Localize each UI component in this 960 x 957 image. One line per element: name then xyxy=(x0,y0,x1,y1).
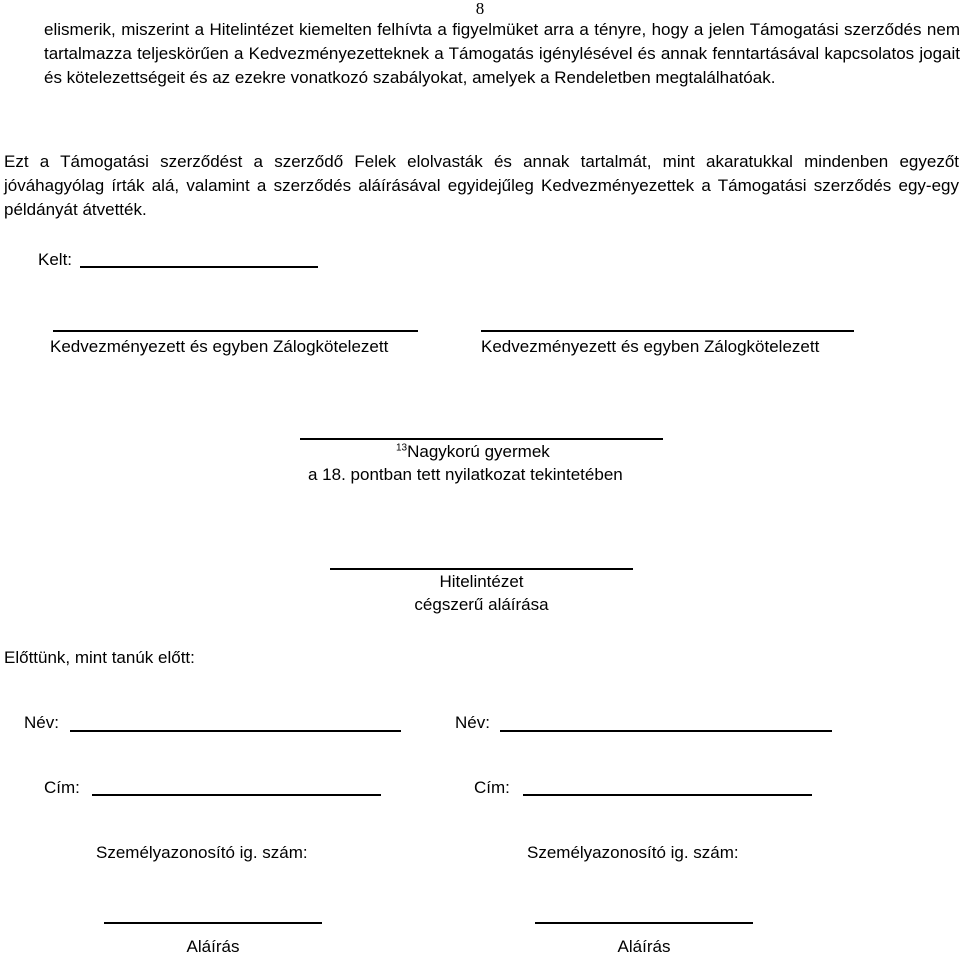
witness-1-signature-label: Aláírás xyxy=(186,937,240,956)
witness-1-name-label: Név: xyxy=(24,713,59,732)
witness-1-name-line[interactable] xyxy=(70,730,401,732)
witness-2-signature-label: Aláírás xyxy=(617,937,671,956)
bank-signature-caption: cégszerű aláírása xyxy=(414,595,549,614)
left-beneficiary-label: Kedvezményezett és egyben Zálogkötelezett xyxy=(50,337,389,356)
footnote-marker: 13 xyxy=(396,442,408,454)
witness-1-id-label: Személyazonosító ig. szám: xyxy=(96,843,308,862)
paragraph-signing-statement: Ezt a Támogatási szerződést a szerződő Felek elolvasták és annak tartalmát, mint akaratukkal mindenben egyezőt jóváhagyólag írták alá, valamint a szerződés aláírásával egyidejűleg Kedvezményezettek a Támogatási szerződés egy-egy példányát átvették. xyxy=(4,152,959,219)
kelt-date-line[interactable] xyxy=(80,266,318,268)
adult-child-label xyxy=(396,442,550,462)
right-beneficiary-label: Kedvezményezett és egyben Zálogkötelezett xyxy=(481,337,820,356)
bank-label: Hitelintézet xyxy=(439,572,524,591)
witness-1-signature-line[interactable] xyxy=(104,922,322,924)
witness-2-address-label: Cím: xyxy=(474,778,510,797)
left-beneficiary-signature-line[interactable] xyxy=(53,330,418,332)
page-number: 8 xyxy=(475,0,485,18)
paragraph-acknowledgement: elismerik, miszerint a Hitelintézet kiemelten felhívta a figyelmüket arra a tényre, hogy a jelen Támogatási szerződés nem tartalmazza teljeskörűen a Kedvezményezetteknek a Támogatás igénylésével és annak fenntartásával kapcsolatos jogait és kötelezettségeit és az ezekre vonatkozó szabályokat, amelyek a Rendeletben megtalálhatóak. xyxy=(44,20,960,87)
witness-2-name-label: Név: xyxy=(455,713,490,732)
adult-child-signature-line[interactable] xyxy=(300,438,663,440)
witnesses-heading: Előttünk, mint tanúk előtt: xyxy=(4,648,195,667)
adult-child-title: Nagykorú gyermek xyxy=(407,442,550,461)
right-beneficiary-signature-line[interactable] xyxy=(481,330,854,332)
witness-2-address-line[interactable] xyxy=(523,794,812,796)
adult-child-scope: a 18. pontban tett nyilatkozat tekintetében xyxy=(308,465,623,484)
witness-2-id-label: Személyazonosító ig. szám: xyxy=(527,843,739,862)
witness-1-address-label: Cím: xyxy=(44,778,80,797)
witness-2-signature-line[interactable] xyxy=(535,922,753,924)
witness-1-address-line[interactable] xyxy=(92,794,381,796)
bank-signature-line[interactable] xyxy=(330,568,633,570)
kelt-label: Kelt: xyxy=(38,250,73,269)
witness-2-name-line[interactable] xyxy=(500,730,832,732)
